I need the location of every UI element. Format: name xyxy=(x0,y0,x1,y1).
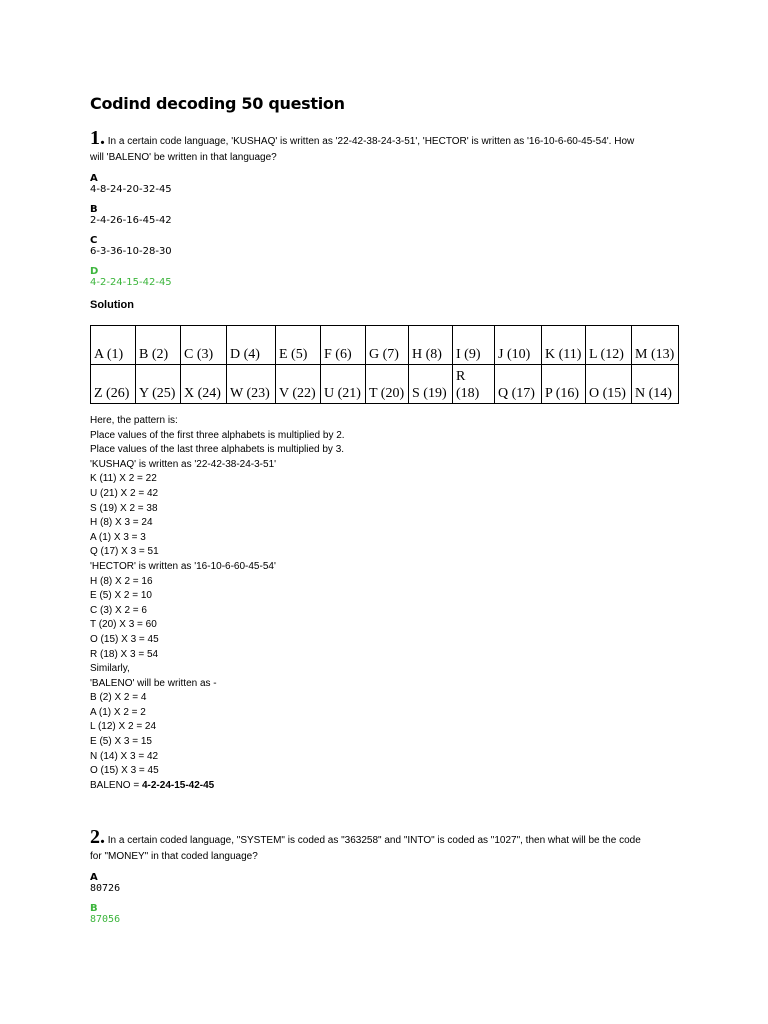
table-cell: R (18) xyxy=(453,365,495,404)
table-cell: P (16) xyxy=(542,365,586,404)
solution-line: A (1) X 2 = 2 xyxy=(90,706,146,718)
table-cell: B (2) xyxy=(136,326,181,365)
table-cell: O (15) xyxy=(586,365,632,404)
option-letter-b: B xyxy=(90,903,98,914)
option-letter-b: B xyxy=(90,204,98,215)
solution-line: Here, the pattern is: xyxy=(90,415,178,426)
solution-line: E (5) X 2 = 10 xyxy=(90,590,152,602)
page-title: Codind decoding 50 question xyxy=(90,94,345,113)
answer-line xyxy=(90,779,345,794)
table-cell: U (21) xyxy=(321,365,366,404)
solution-line: K (11) X 2 = 22 xyxy=(90,473,157,485)
solution-line: N (14) X 3 = 42 xyxy=(90,750,159,762)
table-cell: S (19) xyxy=(409,365,453,404)
solution-line: S (19) X 2 = 38 xyxy=(90,502,158,514)
table-cell: A (1) xyxy=(91,326,136,365)
table-cell: K (11) xyxy=(542,326,586,365)
solution-line: H (8) X 2 = 16 xyxy=(90,575,153,587)
table-cell: F (6) xyxy=(321,326,366,365)
question-1-text xyxy=(90,127,650,166)
table-cell: W (23) xyxy=(227,365,276,404)
option-value-a[interactable]: 80726 xyxy=(90,883,121,894)
solution-line: B (2) X 2 = 4 xyxy=(90,692,147,704)
question-2-text xyxy=(90,826,650,865)
solution-line: R (18) X 3 = 54 xyxy=(90,648,159,660)
table-cell: V (22) xyxy=(276,365,321,404)
solution-line: Place values of the first three alphabets is multiplied by 2. xyxy=(90,429,345,441)
table-cell: Y (25) xyxy=(136,365,181,404)
solution-line: 'BALENO' will be written as - xyxy=(90,677,217,689)
question-number: 2. xyxy=(90,826,105,848)
option-letter-d: D xyxy=(90,266,99,277)
option-value-b-correct[interactable]: 87056 xyxy=(90,914,121,925)
table-cell: H (8) xyxy=(409,326,453,365)
solution-line: C (3) X 2 = 6 xyxy=(90,604,147,616)
answer-prefix: BALENO = xyxy=(90,779,142,791)
table-cell: J (10) xyxy=(495,326,542,365)
solution-line: Q (17) X 3 = 51 xyxy=(90,546,159,558)
table-row xyxy=(91,365,679,404)
option-letter-c: C xyxy=(90,235,98,246)
option-value-a[interactable]: 4-8-24-20-32-45 xyxy=(90,184,172,195)
option-value-d-correct[interactable]: 4-2-24-15-42-45 xyxy=(90,277,172,288)
option-value-c[interactable]: 6-3-36-10-28-30 xyxy=(90,246,172,257)
question-number: 1. xyxy=(90,127,105,149)
table-cell: X (24) xyxy=(181,365,227,404)
table-cell: Q (17) xyxy=(495,365,542,404)
solution-line: 'KUSHAQ' is written as '22-42-38-24-3-51' xyxy=(90,458,277,470)
table-cell: D (4) xyxy=(227,326,276,365)
solution-line: H (8) X 3 = 24 xyxy=(90,517,153,529)
option-letter-a: A xyxy=(90,173,98,184)
option-letter-a: A xyxy=(90,872,98,883)
table-cell: M (13) xyxy=(632,326,679,365)
solution-explanation xyxy=(90,414,345,793)
table-cell: G (7) xyxy=(366,326,409,365)
solution-line: L (12) X 2 = 24 xyxy=(90,721,157,733)
table-cell: N (14) xyxy=(632,365,679,404)
option-value-b[interactable]: 2-4-26-16-45-42 xyxy=(90,215,172,226)
table-cell: I (9) xyxy=(453,326,495,365)
table-cell: E (5) xyxy=(276,326,321,365)
solution-line: O (15) X 3 = 45 xyxy=(90,765,159,777)
answer-value: 4-2-24-15-42-45 xyxy=(141,779,215,791)
solution-line: 'HECTOR' is written as '16-10-6-60-45-54' xyxy=(90,560,276,572)
solution-line: O (15) X 3 = 45 xyxy=(90,633,159,645)
table-cell: C (3) xyxy=(181,326,227,365)
solution-line: A (1) X 3 = 3 xyxy=(90,531,146,543)
table-cell: L (12) xyxy=(586,326,632,365)
solution-label: Solution xyxy=(90,299,134,311)
question-body: In a certain code language, 'KUSHAQ' is written as '22-42-38-24-3-51', 'HECTOR' is written as '16-10-6-60-45-54'. How will 'BALENO' be written in that language? xyxy=(90,136,635,163)
solution-line: U (21) X 2 = 42 xyxy=(90,487,159,499)
table-row xyxy=(91,326,679,365)
solution-line: Similarly, xyxy=(90,663,130,675)
question-body: In a certain coded language, "SYSTEM" is coded as "363258" and "INTO" is coded as "1027", then what will be the code for "MONEY" in that coded language? xyxy=(90,835,641,862)
solution-line: E (5) X 3 = 15 xyxy=(90,736,152,748)
solution-line: T (20) X 3 = 60 xyxy=(90,619,157,631)
table-cell: T (20) xyxy=(366,365,409,404)
alphabet-position-table xyxy=(90,325,679,404)
table-cell: Z (26) xyxy=(91,365,136,404)
solution-line: Place values of the last three alphabets is multiplied by 3. xyxy=(90,444,345,456)
